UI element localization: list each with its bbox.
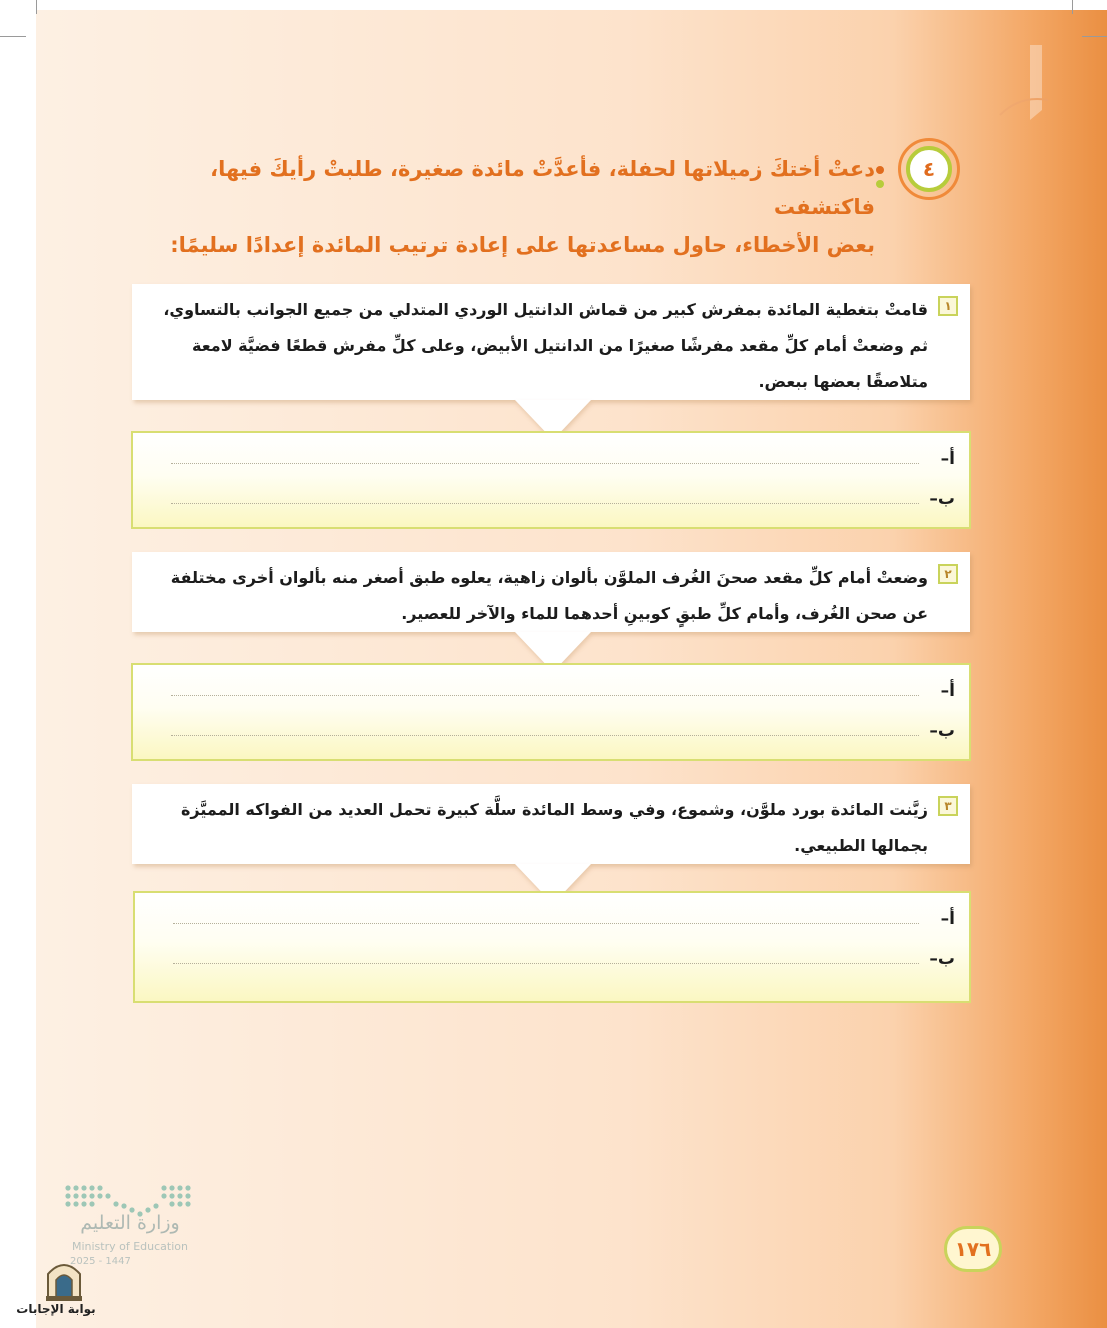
exercise-number-badge: ٤	[906, 146, 952, 192]
answer-label: أ–	[940, 909, 955, 929]
crop-mark	[1072, 0, 1073, 14]
answer-row-a[interactable]	[171, 681, 955, 705]
ministry-name-english: Ministry of Education	[71, 1240, 188, 1253]
answer-line[interactable]	[173, 923, 919, 924]
statement-text: وضعتْ أمام كلِّ مقعد صحنَ الغُرف الملوَّن بألوان زاهية، يعلوه طبق أصغر منه بألوان أخرى مختلفة عن صحن الغُرف، وأمام كلِّ طبقٍ كوبينِ أحدهما للماء والآخر للعصير.	[170, 568, 928, 623]
answer-box-1	[131, 431, 971, 529]
answer-line[interactable]	[171, 503, 919, 504]
page-number: ١٧٦	[944, 1226, 1002, 1272]
statement-text: قامتْ بتغطية المائدة بمفرش كبير من قماش الدانتيل الوردي المتدلي من جميع الجوانب بالتساوي، ثم وضعتْ أمام كلِّ مقعد مفرشًا صغيرًا من الدانتيل الأبيض، وعلى كلِّ مفرش قطعًا فضيَّة لامعة متلاصقًا بعضها ببعض.	[163, 300, 928, 391]
answer-label: أ–	[940, 681, 955, 701]
answer-line[interactable]	[171, 463, 919, 464]
watermark-icon	[990, 40, 1050, 130]
answer-line[interactable]	[173, 963, 919, 964]
answer-label: ب–	[929, 489, 955, 509]
answer-label: ب–	[929, 949, 955, 969]
statement-box-2	[132, 552, 970, 632]
answer-box-2	[131, 663, 971, 761]
exercise-instruction	[125, 150, 875, 264]
answer-label: أ–	[940, 449, 955, 469]
answer-line[interactable]	[171, 735, 919, 736]
ministry-name-arabic: وزارة التعليم	[80, 1212, 180, 1234]
crop-mark	[1082, 36, 1107, 37]
statement-box-3	[132, 784, 970, 864]
crop-mark	[36, 0, 37, 14]
answer-box-3	[133, 891, 971, 1003]
answer-row-a[interactable]	[173, 909, 955, 933]
crop-mark	[0, 36, 26, 37]
answer-row-b[interactable]	[171, 489, 955, 513]
instruction-line-1: دعتْ أختكَ زميلاتها لحفلة، فأعدَّتْ مائدة صغيرة، طلبتْ رأيكَ فيها، فاكتشفت	[210, 157, 875, 219]
instruction-line-2: بعض الأخطاء، حاول مساعدتها على إعادة ترتيب المائدة إعدادًا سليمًا:	[170, 233, 875, 257]
statement-number: ٣	[938, 796, 958, 816]
answer-line[interactable]	[171, 695, 919, 696]
answer-label: ب–	[929, 721, 955, 741]
statement-text: زيَّنت المائدة بورد ملوَّن، وشموع، وفي وسط المائدة سلَّة كبيرة تحمل العديد من الفواكه المميَّزة بجمالها الطبيعي.	[180, 800, 928, 855]
answer-row-a[interactable]	[171, 449, 955, 473]
statement-box-1	[132, 284, 970, 400]
portal-logo-icon	[44, 1256, 84, 1302]
statement-number: ١	[938, 296, 958, 316]
answer-row-b[interactable]	[173, 949, 955, 973]
statement-number: ٢	[938, 564, 958, 584]
answer-row-b[interactable]	[171, 721, 955, 745]
edition-year: 2025 - 1447	[70, 1256, 131, 1267]
portal-name: بوابة الإجابات	[16, 1302, 96, 1316]
